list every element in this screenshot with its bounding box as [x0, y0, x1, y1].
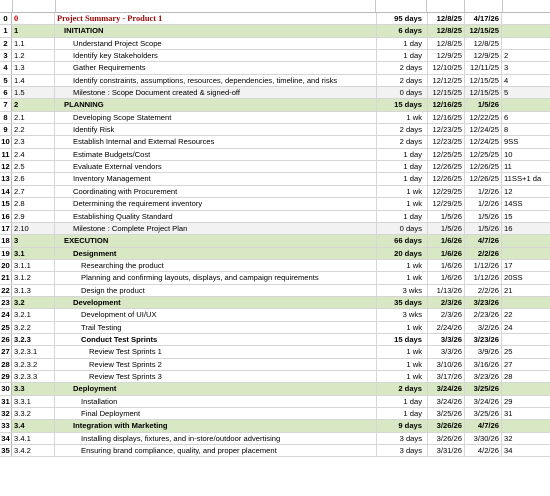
wbs-cell[interactable]: 2.7: [12, 186, 55, 197]
duration-cell[interactable]: 1 day: [377, 173, 428, 184]
wbs-cell[interactable]: 3.4: [12, 420, 55, 431]
task-name-cell[interactable]: Understand Project Scope: [55, 38, 377, 49]
wbs-cell[interactable]: 2.1: [12, 112, 55, 123]
table-row[interactable]: [0, 161, 550, 173]
duration-cell[interactable]: 1 day: [377, 38, 428, 49]
predecessors-cell[interactable]: 34: [504, 446, 513, 456]
table-row[interactable]: [0, 420, 550, 432]
finish-date-cell[interactable]: 1/5/26: [465, 211, 502, 222]
predecessors-cell[interactable]: [502, 420, 550, 431]
wbs-cell[interactable]: 1.5: [12, 87, 55, 98]
start-date-cell[interactable]: 3/3/26: [428, 334, 465, 345]
finish-date-cell[interactable]: 2/2/26: [465, 285, 502, 296]
row-number[interactable]: 2: [0, 38, 12, 49]
wbs-cell[interactable]: 2.4: [12, 149, 55, 160]
predecessors-cell[interactable]: [502, 25, 550, 36]
task-name-cell[interactable]: Identify key Stakeholders: [55, 50, 377, 61]
predecessors-cell[interactable]: 21: [504, 285, 513, 295]
start-date-cell[interactable]: 1/6/26: [428, 260, 465, 271]
task-name-cell[interactable]: Planning and confirming layouts, displays, and campaign requirements: [55, 272, 377, 283]
row-number[interactable]: 7: [0, 99, 12, 110]
wbs-cell[interactable]: 2.9: [12, 211, 55, 222]
wbs-cell[interactable]: 3.3: [12, 383, 55, 394]
wbs-cell[interactable]: 2.3: [12, 136, 55, 147]
task-name-cell[interactable]: Inventory Management: [55, 173, 377, 184]
duration-cell[interactable]: 2 days: [377, 62, 428, 73]
duration-cell[interactable]: 1 wk: [377, 359, 428, 370]
finish-date-cell[interactable]: 3/16/26: [465, 359, 502, 370]
task-name-cell[interactable]: Establish Internal and External Resources: [55, 136, 377, 147]
finish-date-cell[interactable]: 12/15/25: [465, 75, 502, 86]
start-date-cell[interactable]: 1/5/26: [428, 211, 465, 222]
predecessors-cell[interactable]: [502, 235, 550, 246]
row-number[interactable]: 1: [0, 25, 12, 36]
finish-date-cell[interactable]: 1/12/26: [465, 260, 502, 271]
wbs-cell[interactable]: 3.1.2: [12, 272, 55, 283]
wbs-cell[interactable]: 2.2: [12, 124, 55, 135]
row-number[interactable]: 31: [0, 396, 12, 407]
wbs-cell[interactable]: 2.6: [12, 173, 55, 184]
row-number[interactable]: 8: [0, 112, 12, 123]
task-name-cell[interactable]: Developing Scope Statement: [55, 112, 377, 123]
task-name-cell[interactable]: PLANNING: [55, 99, 377, 110]
duration-cell[interactable]: 15 days: [377, 99, 428, 110]
wbs-cell[interactable]: 3.1.3: [12, 285, 55, 296]
duration-cell[interactable]: 1 day: [377, 50, 428, 61]
predecessors-cell[interactable]: 22: [504, 310, 513, 320]
corner-cell[interactable]: [0, 0, 13, 12]
table-row[interactable]: [0, 433, 550, 445]
table-row[interactable]: [0, 198, 550, 210]
row-number[interactable]: 18: [0, 235, 12, 246]
duration-cell[interactable]: 2 days: [377, 75, 428, 86]
finish-date-cell[interactable]: 12/15/25: [465, 25, 502, 36]
duration-cell[interactable]: 3 days: [377, 433, 428, 444]
wbs-cell[interactable]: 3.2: [12, 297, 55, 308]
predecessors-cell[interactable]: 5: [502, 87, 550, 98]
start-date-cell[interactable]: 12/8/25: [428, 13, 465, 24]
table-row[interactable]: [0, 50, 550, 62]
table-row[interactable]: [0, 383, 550, 395]
finish-date-cell[interactable]: 12/24/25: [465, 124, 502, 135]
start-date-cell[interactable]: 3/26/26: [428, 420, 465, 431]
finish-date-cell[interactable]: 4/7/26: [465, 420, 502, 431]
task-name-cell[interactable]: Deployment: [55, 383, 377, 394]
row-number[interactable]: 3: [0, 50, 12, 61]
row-number[interactable]: 6: [0, 87, 12, 98]
finish-date-cell[interactable]: 12/8/25: [465, 38, 502, 49]
start-date-cell[interactable]: 1/6/26: [428, 248, 465, 259]
duration-cell[interactable]: 1 day: [377, 149, 428, 160]
table-row[interactable]: [0, 87, 550, 99]
wbs-cell[interactable]: 2.8: [12, 198, 55, 209]
table-row[interactable]: [0, 186, 550, 198]
predecessors-cell[interactable]: 31: [504, 409, 513, 418]
table-row[interactable]: [0, 124, 550, 136]
predecessors-cell[interactable]: 3: [504, 63, 509, 73]
finish-date-cell[interactable]: 12/9/25: [465, 50, 502, 61]
row-number[interactable]: 11: [0, 149, 12, 160]
start-date-cell[interactable]: 3/24/26: [428, 396, 465, 407]
finish-date-cell[interactable]: 2/2/26: [465, 248, 502, 259]
column-header-wbs[interactable]: [13, 0, 57, 12]
duration-cell[interactable]: 1 wk: [377, 186, 428, 197]
task-name-cell[interactable]: Researching the product: [55, 260, 377, 271]
table-row[interactable]: [0, 322, 550, 334]
row-number[interactable]: 32: [0, 408, 12, 419]
start-date-cell[interactable]: 12/29/25: [428, 198, 465, 209]
table-row[interactable]: [0, 38, 550, 50]
duration-cell[interactable]: 2 days: [377, 136, 428, 147]
row-number[interactable]: 29: [0, 371, 12, 382]
finish-date-cell[interactable]: 3/23/26: [465, 371, 502, 382]
finish-date-cell[interactable]: 4/17/26: [465, 13, 502, 24]
predecessors-cell[interactable]: 15: [504, 211, 513, 221]
wbs-cell[interactable]: 3.2.3: [12, 334, 55, 345]
task-name-cell[interactable]: Review Test Sprints 2: [55, 359, 377, 370]
table-row[interactable]: [0, 248, 550, 260]
predecessors-cell[interactable]: 16: [502, 223, 550, 234]
finish-date-cell[interactable]: 1/5/26: [465, 99, 502, 110]
finish-date-cell[interactable]: 1/5/26: [465, 223, 502, 234]
predecessors-cell[interactable]: 8: [504, 125, 509, 135]
duration-cell[interactable]: 1 wk: [377, 346, 428, 357]
row-number[interactable]: 20: [0, 260, 12, 271]
duration-cell[interactable]: 3 wks: [377, 285, 428, 296]
start-date-cell[interactable]: 3/17/26: [428, 371, 465, 382]
duration-cell[interactable]: 1 wk: [377, 198, 428, 209]
predecessors-cell[interactable]: 12: [504, 186, 513, 196]
row-number[interactable]: 23: [0, 297, 12, 308]
finish-date-cell[interactable]: 3/9/26: [465, 346, 502, 357]
task-name-cell[interactable]: Design the product: [55, 285, 377, 296]
column-header-task[interactable]: [56, 0, 375, 12]
task-name-cell[interactable]: Installing displays, fixtures, and in-store/outdoor advertising: [55, 433, 377, 444]
duration-cell[interactable]: 3 days: [377, 445, 428, 456]
duration-cell[interactable]: 20 days: [377, 248, 428, 259]
start-date-cell[interactable]: 12/23/25: [428, 136, 465, 147]
finish-date-cell[interactable]: 3/2/26: [465, 322, 502, 333]
table-row[interactable]: [0, 149, 550, 161]
row-number[interactable]: 12: [0, 161, 12, 172]
row-number[interactable]: 0: [0, 13, 12, 24]
wbs-cell[interactable]: 1.4: [12, 75, 55, 86]
task-name-cell[interactable]: Milestone : Complete Project Plan: [55, 223, 377, 234]
table-row[interactable]: [0, 445, 550, 457]
wbs-cell[interactable]: 1.3: [12, 62, 55, 73]
table-row[interactable]: [0, 260, 550, 272]
duration-cell[interactable]: 3 wks: [377, 309, 428, 320]
finish-date-cell[interactable]: 12/11/25: [465, 62, 502, 73]
start-date-cell[interactable]: 3/26/26: [428, 433, 465, 444]
duration-cell[interactable]: 66 days: [377, 235, 428, 246]
table-row[interactable]: [0, 13, 550, 25]
task-name-cell[interactable]: Development: [55, 297, 377, 308]
table-row[interactable]: [0, 408, 550, 420]
table-row[interactable]: [0, 272, 550, 284]
duration-cell[interactable]: 1 wk: [377, 260, 428, 271]
row-number[interactable]: 21: [0, 272, 12, 283]
finish-date-cell[interactable]: 3/23/26: [465, 334, 502, 345]
table-row[interactable]: [0, 346, 550, 358]
start-date-cell[interactable]: 1/5/26: [428, 223, 465, 234]
start-date-cell[interactable]: 12/15/25: [428, 87, 465, 98]
duration-cell[interactable]: 1 wk: [377, 322, 428, 333]
table-row[interactable]: [0, 309, 550, 321]
row-number[interactable]: 26: [0, 334, 12, 345]
column-header-end[interactable]: [465, 0, 503, 12]
wbs-cell[interactable]: 3.2.2: [12, 322, 55, 333]
finish-date-cell[interactable]: 12/25/25: [465, 149, 502, 160]
task-name-cell[interactable]: Coordinating with Procurement: [55, 186, 377, 197]
row-number[interactable]: 9: [0, 124, 12, 135]
column-header-start[interactable]: [427, 0, 465, 12]
predecessors-cell[interactable]: 9SS: [504, 137, 519, 147]
task-name-cell[interactable]: Conduct Test Sprints: [55, 334, 377, 345]
duration-cell[interactable]: 1 day: [377, 408, 428, 419]
wbs-cell[interactable]: 3.3.1: [12, 396, 55, 407]
table-row[interactable]: [0, 223, 550, 235]
wbs-cell[interactable]: 3: [12, 235, 55, 246]
table-row[interactable]: [0, 396, 550, 408]
start-date-cell[interactable]: 12/25/25: [428, 149, 465, 160]
start-date-cell[interactable]: 1/13/26: [428, 285, 465, 296]
duration-cell[interactable]: 0 days: [377, 223, 428, 234]
task-name-cell[interactable]: Development of UI/UX: [55, 309, 377, 320]
task-name-cell[interactable]: Installation: [55, 396, 377, 407]
start-date-cell[interactable]: 12/10/25: [428, 62, 465, 73]
duration-cell[interactable]: 1 day: [377, 161, 428, 172]
predecessors-cell[interactable]: 11SS+1 da: [504, 174, 542, 184]
start-date-cell[interactable]: 12/23/25: [428, 124, 465, 135]
wbs-cell[interactable]: 3.1.1: [12, 260, 55, 271]
table-row[interactable]: [0, 371, 550, 383]
wbs-cell[interactable]: 3.2.3.2: [12, 359, 55, 370]
predecessors-cell[interactable]: 14SS: [504, 199, 523, 209]
task-name-cell[interactable]: Final Deployment: [55, 408, 377, 419]
task-name-cell[interactable]: Determining the requirement inventory: [55, 198, 377, 209]
finish-date-cell[interactable]: 4/2/26: [465, 445, 502, 456]
predecessors-cell[interactable]: 29: [504, 396, 513, 406]
table-row[interactable]: [0, 75, 550, 87]
duration-cell[interactable]: 1 wk: [377, 112, 428, 123]
predecessors-cell[interactable]: [502, 334, 550, 345]
finish-date-cell[interactable]: 3/23/26: [465, 297, 502, 308]
wbs-cell[interactable]: 1.2: [12, 50, 55, 61]
wbs-cell[interactable]: 3.4.1: [12, 433, 55, 444]
start-date-cell[interactable]: 3/31/26: [428, 445, 465, 456]
predecessors-cell[interactable]: 32: [504, 433, 513, 443]
wbs-cell[interactable]: 3.4.2: [12, 445, 55, 456]
duration-cell[interactable]: 1 wk: [377, 371, 428, 382]
row-number[interactable]: 14: [0, 186, 12, 197]
row-number[interactable]: 4: [0, 62, 12, 73]
row-number[interactable]: 24: [0, 309, 12, 320]
predecessors-cell[interactable]: 24: [504, 322, 513, 332]
predecessors-cell[interactable]: 27: [504, 359, 513, 369]
predecessors-cell[interactable]: [502, 99, 550, 110]
table-row[interactable]: [0, 173, 550, 185]
finish-date-cell[interactable]: 3/25/26: [465, 383, 502, 394]
wbs-cell[interactable]: 3.3.2: [12, 408, 55, 419]
start-date-cell[interactable]: 3/10/26: [428, 359, 465, 370]
table-row[interactable]: [0, 235, 550, 247]
wbs-cell[interactable]: 2.5: [12, 161, 55, 172]
task-name-cell[interactable]: Project Summary - Product 1: [55, 13, 377, 24]
row-number[interactable]: 13: [0, 173, 12, 184]
table-row[interactable]: [0, 359, 550, 371]
finish-date-cell[interactable]: 3/30/26: [465, 433, 502, 444]
duration-cell[interactable]: 2 days: [377, 383, 428, 394]
task-name-cell[interactable]: Establishing Quality Standard: [55, 211, 377, 222]
start-date-cell[interactable]: 2/24/26: [428, 322, 465, 333]
wbs-cell[interactable]: 3.2.1: [12, 309, 55, 320]
finish-date-cell[interactable]: 12/26/25: [465, 173, 502, 184]
finish-date-cell[interactable]: 2/23/26: [465, 309, 502, 320]
duration-cell[interactable]: 6 days: [377, 25, 428, 36]
start-date-cell[interactable]: 3/24/26: [428, 383, 465, 394]
start-date-cell[interactable]: 12/26/25: [428, 173, 465, 184]
duration-cell[interactable]: 9 days: [377, 420, 428, 431]
start-date-cell[interactable]: 1/6/26: [428, 272, 465, 283]
finish-date-cell[interactable]: 12/24/25: [465, 136, 502, 147]
predecessors-cell[interactable]: [502, 13, 550, 24]
task-name-cell[interactable]: Trail Testing: [55, 322, 377, 333]
table-row[interactable]: [0, 211, 550, 223]
task-name-cell[interactable]: Milestone : Scope Document created & signed-off: [55, 87, 377, 98]
row-number[interactable]: 28: [0, 359, 12, 370]
row-number[interactable]: 15: [0, 198, 12, 209]
start-date-cell[interactable]: 12/8/25: [428, 25, 465, 36]
task-name-cell[interactable]: Gather Requirements: [55, 62, 377, 73]
start-date-cell[interactable]: 2/3/26: [428, 297, 465, 308]
column-header-predecessors[interactable]: [503, 0, 550, 12]
row-number[interactable]: 27: [0, 346, 12, 357]
duration-cell[interactable]: 1 wk: [377, 272, 428, 283]
start-date-cell[interactable]: 2/3/26: [428, 309, 465, 320]
task-name-cell[interactable]: Evaluate External vendors: [55, 161, 377, 172]
start-date-cell[interactable]: 12/26/25: [428, 161, 465, 172]
finish-date-cell[interactable]: 1/2/26: [465, 198, 502, 209]
finish-date-cell[interactable]: 1/2/26: [465, 186, 502, 197]
row-number[interactable]: 34: [0, 433, 12, 444]
finish-date-cell[interactable]: 3/24/26: [465, 396, 502, 407]
task-table: [0, 13, 550, 457]
duration-cell[interactable]: 15 days: [377, 334, 428, 345]
wbs-cell[interactable]: 2.10: [12, 223, 55, 234]
table-row[interactable]: [0, 112, 550, 124]
table-row[interactable]: [0, 25, 550, 37]
duration-cell[interactable]: 35 days: [377, 297, 428, 308]
table-row[interactable]: [0, 334, 550, 346]
finish-date-cell[interactable]: 1/12/26: [465, 272, 502, 283]
row-number[interactable]: 17: [0, 223, 12, 234]
duration-cell[interactable]: 95 days: [377, 13, 428, 24]
wbs-cell[interactable]: 1.1: [12, 38, 55, 49]
predecessors-cell[interactable]: 2: [504, 51, 509, 61]
row-number[interactable]: 5: [0, 75, 12, 86]
duration-cell[interactable]: 0 days: [377, 87, 428, 98]
start-date-cell[interactable]: 12/8/25: [428, 38, 465, 49]
predecessors-cell[interactable]: 11: [504, 162, 512, 172]
table-row[interactable]: [0, 62, 550, 74]
finish-date-cell[interactable]: 3/25/26: [465, 408, 502, 419]
start-date-cell[interactable]: 3/25/26: [428, 408, 465, 419]
task-name-cell[interactable]: Estimate Budgets/Cost: [55, 149, 377, 160]
start-date-cell[interactable]: 12/16/25: [428, 99, 465, 110]
wbs-cell[interactable]: 0: [12, 13, 55, 24]
wbs-cell[interactable]: 3.2.3.1: [12, 346, 55, 357]
task-name-cell[interactable]: INITIATION: [55, 25, 377, 36]
start-date-cell[interactable]: 12/12/25: [428, 75, 465, 86]
duration-cell[interactable]: 2 days: [377, 124, 428, 135]
task-name-cell[interactable]: Identify constraints, assumptions, resources, dependencies, timeline, and risks: [55, 75, 377, 86]
finish-date-cell[interactable]: 12/22/25: [465, 112, 502, 123]
task-name-cell[interactable]: EXECUTION: [55, 235, 377, 246]
predecessors-cell[interactable]: [502, 383, 550, 394]
row-number[interactable]: 22: [0, 285, 12, 296]
task-name-cell[interactable]: Review Test Sprints 3: [55, 371, 377, 382]
finish-date-cell[interactable]: 12/26/25: [465, 161, 502, 172]
row-number[interactable]: 33: [0, 420, 12, 431]
table-row[interactable]: [0, 285, 550, 297]
wbs-cell[interactable]: 2: [12, 99, 55, 110]
predecessors-cell[interactable]: [502, 297, 550, 308]
row-number[interactable]: 16: [0, 211, 12, 222]
task-name-cell[interactable]: Designment: [55, 248, 377, 259]
predecessors-cell[interactable]: 20SS: [504, 273, 523, 283]
duration-cell[interactable]: 1 day: [377, 211, 428, 222]
predecessors-cell[interactable]: [502, 248, 550, 259]
task-name-cell[interactable]: Review Test Sprints 1: [55, 346, 377, 357]
table-row[interactable]: [0, 99, 550, 111]
start-date-cell[interactable]: 12/16/25: [428, 112, 465, 123]
column-header-strip: [0, 0, 550, 13]
wbs-cell[interactable]: 3.2.3.3: [12, 371, 55, 382]
table-row[interactable]: [0, 297, 550, 309]
row-number[interactable]: 30: [0, 383, 12, 394]
predecessors-cell[interactable]: 25: [504, 347, 513, 357]
finish-date-cell[interactable]: 4/7/26: [465, 235, 502, 246]
column-header-duration[interactable]: [376, 0, 427, 12]
start-date-cell[interactable]: 12/29/25: [428, 186, 465, 197]
row-number[interactable]: 35: [0, 445, 12, 456]
table-row[interactable]: [0, 136, 550, 148]
start-date-cell[interactable]: 3/3/26: [428, 346, 465, 357]
predecessors-cell[interactable]: [502, 38, 550, 49]
task-name-cell[interactable]: Integration with Marketing: [55, 420, 377, 431]
row-number[interactable]: 10: [0, 136, 12, 147]
task-name-cell[interactable]: Identify Risk: [55, 124, 377, 135]
finish-date-cell[interactable]: 12/15/25: [465, 87, 502, 98]
start-date-cell[interactable]: 1/6/26: [428, 235, 465, 246]
predecessors-cell[interactable]: 17: [504, 260, 513, 270]
start-date-cell[interactable]: 12/9/25: [428, 50, 465, 61]
predecessors-cell[interactable]: 4: [504, 75, 509, 85]
predecessors-cell[interactable]: 28: [504, 371, 513, 381]
wbs-cell[interactable]: 1: [12, 25, 55, 36]
predecessors-cell[interactable]: 10: [504, 149, 513, 159]
row-number[interactable]: 19: [0, 248, 12, 259]
row-number[interactable]: 25: [0, 322, 12, 333]
task-name-cell[interactable]: Ensuring brand compliance, quality, and proper placement: [55, 445, 377, 456]
predecessors-cell[interactable]: 6: [504, 112, 509, 122]
wbs-cell[interactable]: 3.1: [12, 248, 55, 259]
duration-cell[interactable]: 1 day: [377, 396, 428, 407]
